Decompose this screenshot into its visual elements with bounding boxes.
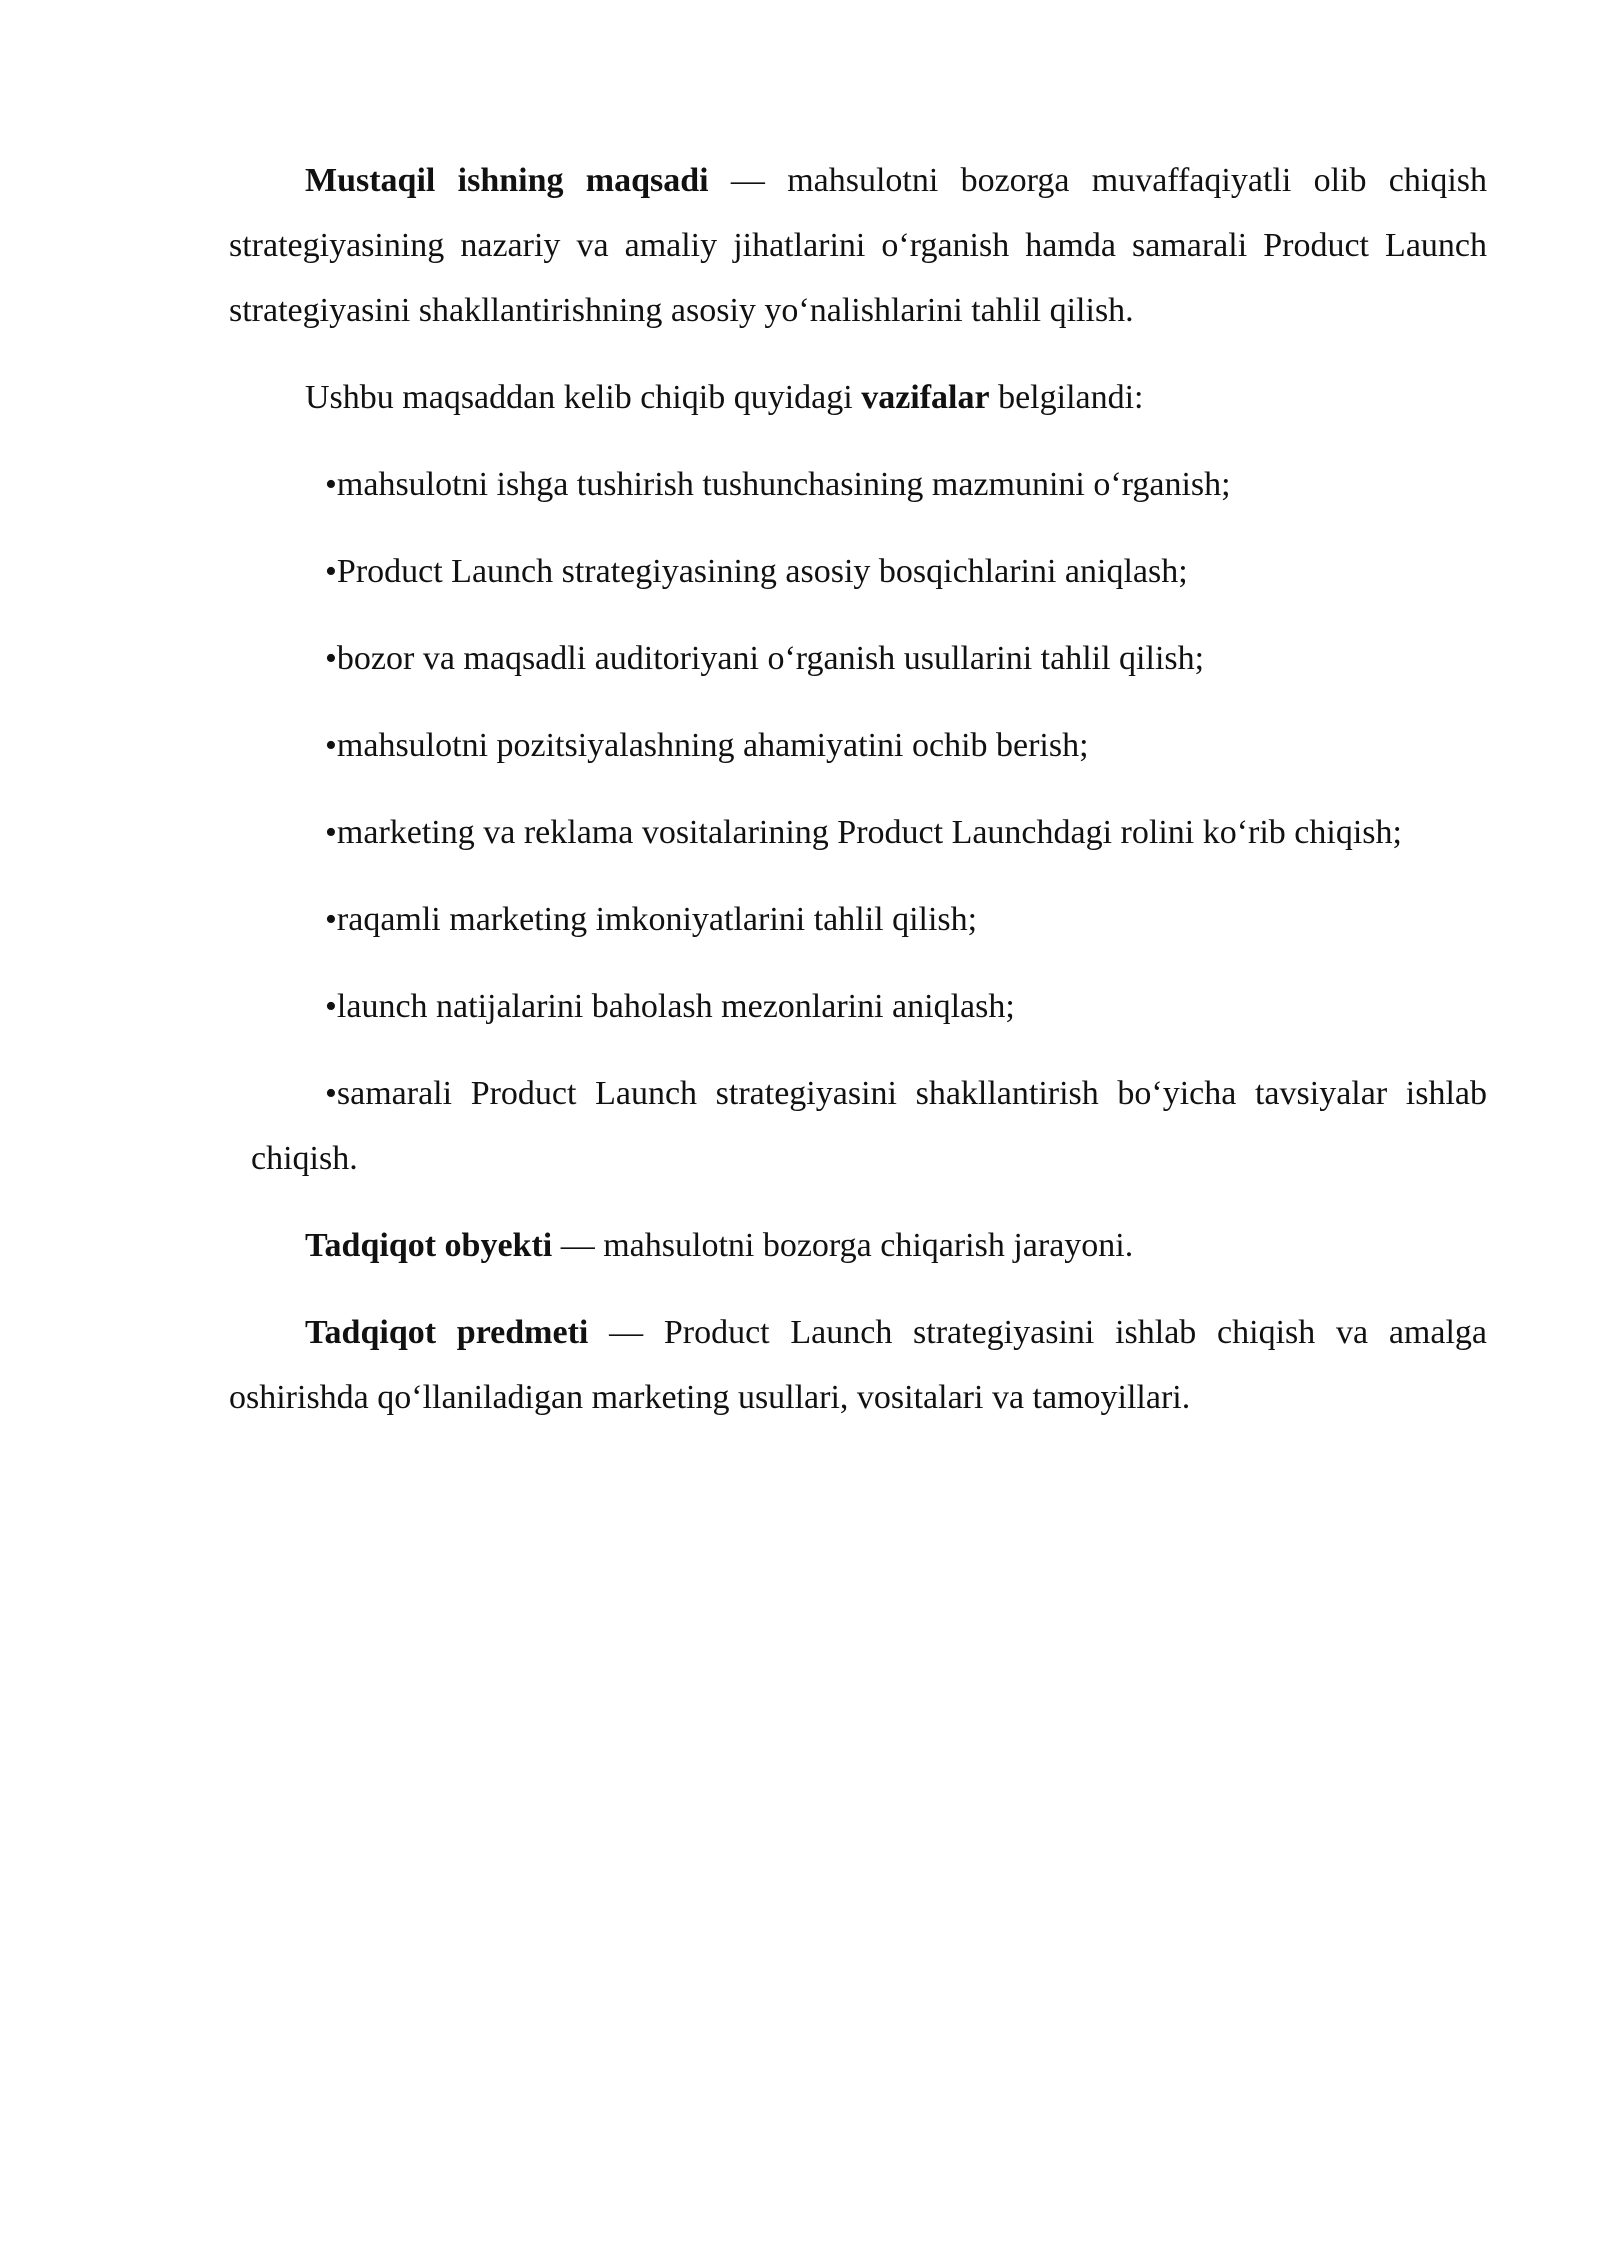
tasks-list [229,452,1487,1191]
task-text: mahsulotni ishga tushirish tushunchasining mazmunini o‘rganish; [336,466,1231,503]
task-text: Product Launch strategiyasining asosiy bosqichlarini aniqlash; [336,553,1188,590]
list-item [251,452,1487,517]
goal-text: — mahsulotni bozorga muvaffaqiyatli olib chiqish strategiyasining nazariy va amaliy jihatlarini o‘rganish hamda samarali Product Launch strategiyasini shakllantirishning asosiy yo‘nalishlarini tahlil qilish. [229,162,1487,329]
list-item [251,800,1487,865]
list-item [251,539,1487,604]
object-label: Tadqiqot obyekti [305,1227,553,1264]
list-item [251,974,1487,1039]
tasks-intro-bold: vazifalar [861,379,990,416]
task-text: marketing va reklama vositalarining Product Launchdagi rolini ko‘rib chiqish; [336,814,1402,851]
bullet-icon: • [325,814,337,851]
bullet-icon: • [325,727,337,764]
list-item [251,887,1487,952]
list-item [251,626,1487,691]
bullet-icon: • [325,1075,337,1112]
goal-paragraph [229,148,1487,343]
bullet-icon: • [325,901,337,938]
tasks-intro-paragraph [229,365,1487,430]
tasks-intro-before: Ushbu maqsaddan kelib chiqib quyidagi [305,379,862,416]
subject-text: — Product Launch strategiyasini ishlab chiqish va amalga oshirishda qo‘llaniladigan marketing usullari, vositalari va tamoyillari. [229,1314,1487,1416]
bullet-icon: • [325,988,337,1025]
list-item [251,713,1487,778]
goal-label: Mustaqil ishning maqsadi [305,162,709,199]
bullet-icon: • [325,553,337,590]
task-text: launch natijalarini baholash mezonlarini aniqlash; [336,988,1015,1025]
subject-paragraph [229,1300,1487,1430]
task-text: bozor va maqsadli auditoriyani o‘rganish usullarini tahlil qilish; [336,640,1205,677]
tasks-intro-after: belgilandi: [989,379,1144,416]
task-text: raqamli marketing imkoniyatlarini tahlil qilish; [336,901,978,938]
task-text: samarali Product Launch strategiyasini shakllantirish bo‘yicha tavsiyalar ishlab chiqish. [251,1075,1487,1177]
subject-label: Tadqiqot predmeti [305,1314,589,1351]
list-item [251,1061,1487,1191]
task-text: mahsulotni pozitsiyalashning ahamiyatini ochib berish; [336,727,1089,764]
bullet-icon: • [325,466,337,503]
object-text: — mahsulotni bozorga chiqarish jarayoni. [552,1227,1134,1264]
bullet-icon: • [325,640,337,677]
object-paragraph [229,1213,1487,1278]
